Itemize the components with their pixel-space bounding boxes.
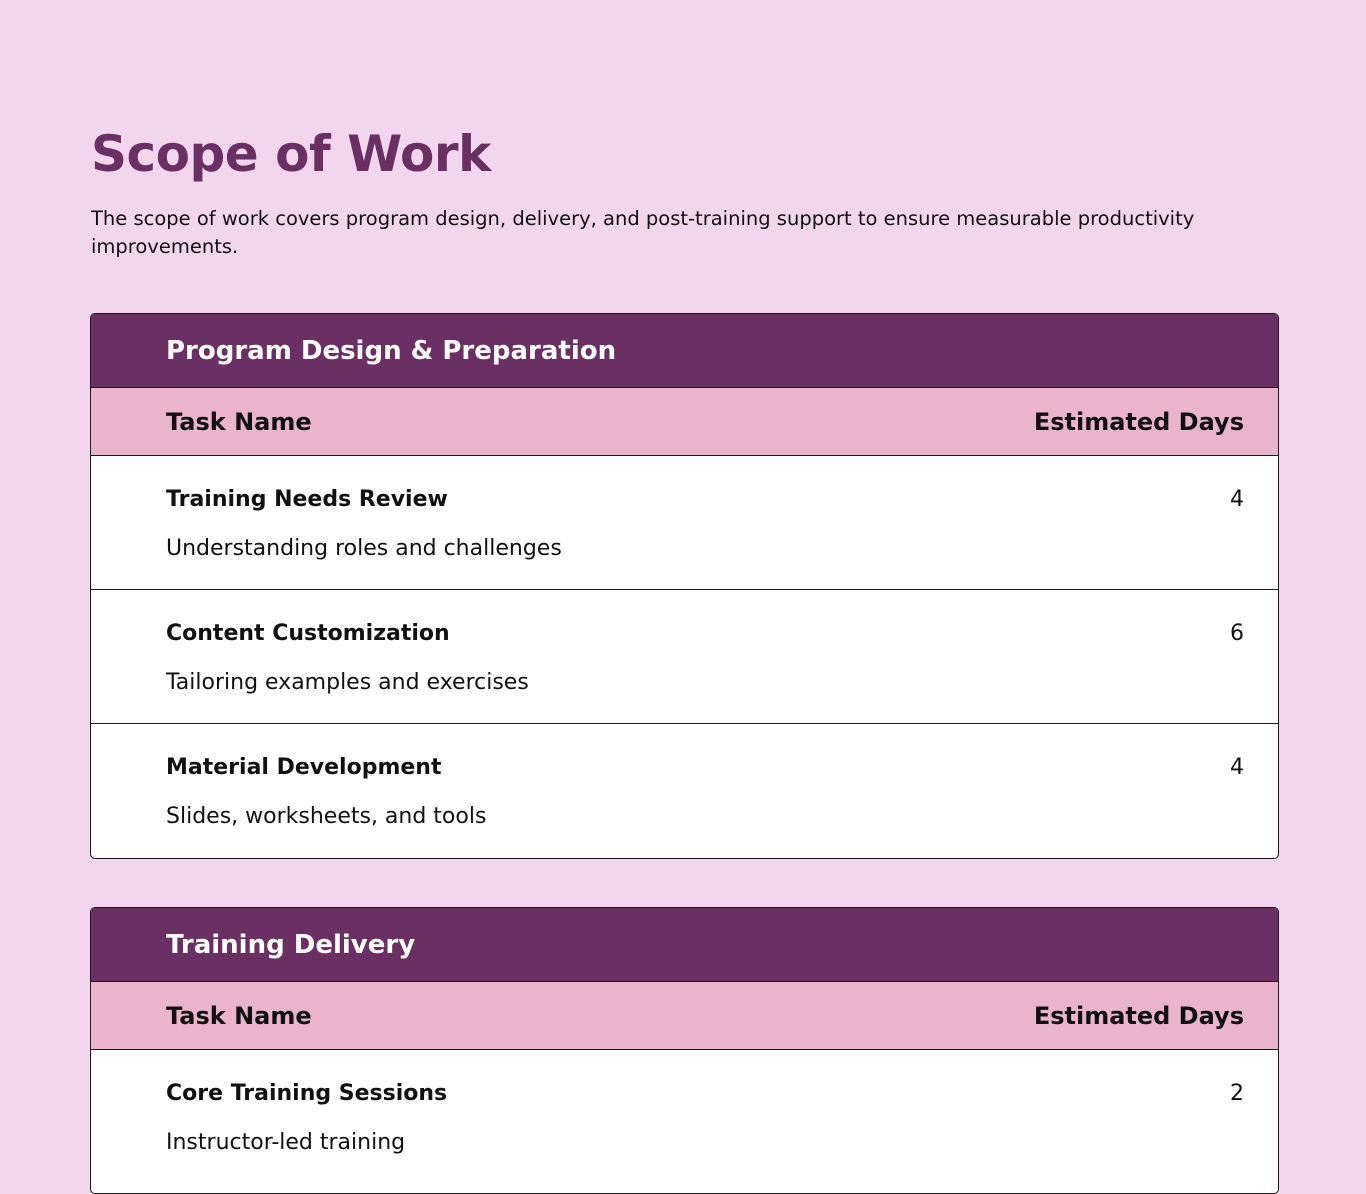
task-name: Content Customization (166, 621, 450, 646)
table-row (91, 1050, 1278, 1184)
task-name: Training Needs Review (166, 487, 448, 512)
table-row (91, 724, 1278, 858)
intro-paragraph: The scope of work covers program design, delivery, and post-training support to ensure measurable productivity improvements. (91, 207, 1195, 258)
task-name: Material Development (166, 755, 442, 780)
table-row (91, 590, 1278, 724)
task-days: 4 (1230, 487, 1244, 512)
column-header-row (91, 388, 1278, 456)
section-training-delivery (90, 907, 1279, 1194)
section-title: Training Delivery (91, 908, 1278, 982)
task-description: Slides, worksheets, and tools (166, 804, 487, 829)
section-program-design (90, 313, 1279, 859)
task-description: Understanding roles and challenges (166, 536, 562, 561)
column-header-estimated-days: Estimated Days (1033, 407, 1244, 436)
task-days: 4 (1230, 755, 1244, 780)
column-header-task-name: Task Name (166, 407, 312, 436)
table-row (91, 456, 1278, 590)
column-header-task-name: Task Name (166, 1001, 312, 1030)
task-description: Instructor-led training (166, 1130, 406, 1155)
task-days: 6 (1230, 621, 1244, 646)
column-header-row (91, 982, 1278, 1050)
task-description: Tailoring examples and exercises (166, 670, 529, 695)
task-name: Core Training Sessions (166, 1081, 448, 1106)
section-title: Program Design & Preparation (91, 314, 1278, 388)
column-header-estimated-days: Estimated Days (1033, 1001, 1244, 1030)
page-title: Scope of Work (91, 125, 491, 183)
task-days: 2 (1230, 1081, 1244, 1106)
